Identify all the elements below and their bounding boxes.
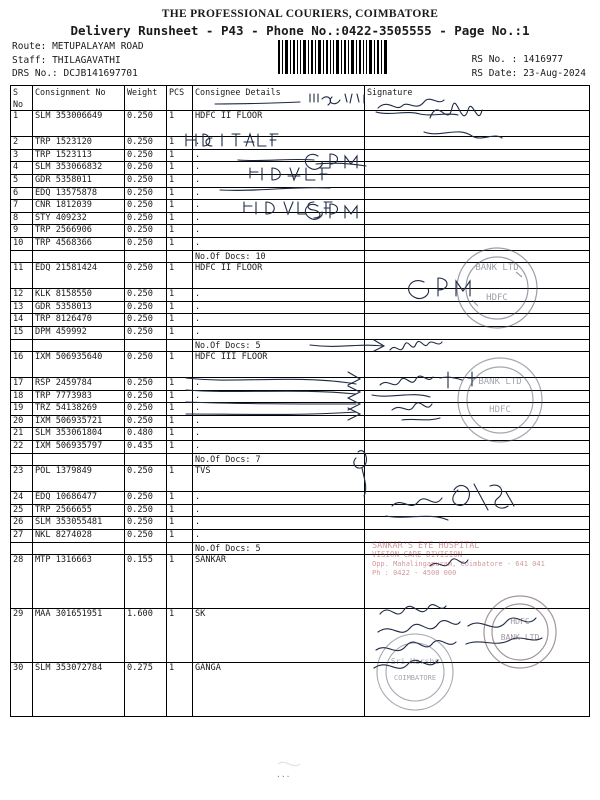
cell-sno: 27 [11, 530, 33, 543]
cell-pcs: 1 [167, 225, 193, 238]
cell-consignee-details: . [193, 378, 365, 391]
docs-spacer-con [33, 542, 125, 555]
cell-consignment-no: TRP 8126470 [33, 314, 125, 327]
cell-consignee-details: . [193, 441, 365, 454]
cell-weight: 0.250 [125, 137, 167, 150]
table-row [11, 609, 590, 663]
staff-label: Staff: [12, 54, 47, 66]
cell-sno: 10 [11, 237, 33, 250]
cell-sno: 23 [11, 466, 33, 492]
cell-consignee-details: . [193, 301, 365, 314]
docs-spacer-wt [125, 453, 167, 466]
table-row [11, 517, 590, 530]
cell-sno: 2 [11, 137, 33, 150]
cell-weight: 0.250 [125, 390, 167, 403]
signature-cell[interactable] [365, 263, 590, 289]
signature-cell[interactable] [365, 352, 590, 378]
cell-weight: 0.250 [125, 492, 167, 505]
cell-consignment-no: GDR 5358013 [33, 301, 125, 314]
cell-weight: 0.275 [125, 663, 167, 717]
cell-consignment-no: SLM 353066832 [33, 162, 125, 175]
cell-pcs: 1 [167, 200, 193, 213]
cell-sno: 19 [11, 403, 33, 416]
docs-spacer-pcs [167, 250, 193, 263]
cell-sno: 1 [11, 111, 33, 137]
cell-consignee-details: HDFC III FLOOR [193, 352, 365, 378]
cell-consignment-no: CNR 1812039 [33, 200, 125, 213]
cell-sno: 15 [11, 326, 33, 339]
cell-weight: 0.250 [125, 352, 167, 378]
rs-date-label: RS Date: [471, 67, 518, 79]
route-value: METUPALAYAM ROAD [52, 41, 144, 52]
cell-sno: 21 [11, 428, 33, 441]
cell-pcs: 1 [167, 263, 193, 289]
cell-consignee-details: SK [193, 609, 365, 663]
signature-cell[interactable] [365, 390, 590, 403]
cell-sno: 13 [11, 301, 33, 314]
barcode [278, 40, 388, 74]
cell-pcs: 1 [167, 137, 193, 150]
cell-weight: 0.250 [125, 212, 167, 225]
docs-count-row [11, 339, 590, 352]
signature-cell[interactable] [365, 403, 590, 416]
cell-consignee-details: SANKAR [193, 555, 365, 609]
cell-pcs: 1 [167, 326, 193, 339]
rs-date-value: 23-Aug-2024 [523, 67, 586, 79]
cell-consignment-no: SLM 353061804 [33, 428, 125, 441]
cell-consignment-no: TRP 7773983 [33, 390, 125, 403]
cell-consignee-details: . [193, 162, 365, 175]
cell-sno: 20 [11, 415, 33, 428]
table-row [11, 111, 590, 137]
cell-weight: 0.250 [125, 378, 167, 391]
table-row [11, 225, 590, 238]
svg-text:HDFC: HDFC [486, 293, 508, 303]
cell-consignee-details: . [193, 326, 365, 339]
table-row [11, 263, 590, 289]
table-row [11, 466, 590, 492]
signature-cell[interactable] [365, 111, 590, 137]
svg-text:BANK LTD: BANK LTD [478, 377, 522, 387]
cell-pcs: 1 [167, 149, 193, 162]
svg-text:SANKAR'S EYE HOSPITAL: SANKAR'S EYE HOSPITAL [372, 541, 480, 551]
cell-consignee-details: . [193, 504, 365, 517]
cell-pcs: 1 [167, 162, 193, 175]
docs-count-label: No.Of Docs: 5 [193, 542, 365, 555]
cell-consignment-no: TRP 2566655 [33, 504, 125, 517]
table-row [11, 415, 590, 428]
cell-consignment-no: IXM 506935797 [33, 441, 125, 454]
cell-consignment-no: POL 1379849 [33, 466, 125, 492]
cell-consignment-no: STY 409232 [33, 212, 125, 225]
signature-cell[interactable] [365, 250, 590, 263]
cell-sno: 24 [11, 492, 33, 505]
table-row [11, 555, 590, 609]
cell-consignee-details: . [193, 174, 365, 187]
cell-consignee-details: . [193, 415, 365, 428]
signature-cell[interactable] [365, 492, 590, 505]
cell-pcs: 1 [167, 517, 193, 530]
cell-weight: 0.250 [125, 326, 167, 339]
signature-cell[interactable] [365, 415, 590, 428]
table-row [11, 149, 590, 162]
rs-no-label: RS No. : [471, 54, 518, 65]
cell-consignment-no: MTP 1316663 [33, 555, 125, 609]
docs-spacer-pcs [167, 453, 193, 466]
cell-weight: 0.250 [125, 149, 167, 162]
cell-pcs: 1 [167, 187, 193, 200]
table-row [11, 492, 590, 505]
cell-consignee-details: . [193, 403, 365, 416]
signature-cell[interactable] [365, 504, 590, 517]
cell-consignee-details: . [193, 314, 365, 327]
cell-consignee-details: . [193, 428, 365, 441]
signature-cell[interactable] [365, 162, 590, 175]
cell-weight: 0.250 [125, 504, 167, 517]
table-row [11, 428, 590, 441]
svg-text:HDFC: HDFC [510, 617, 530, 626]
docs-spacer-pcs [167, 542, 193, 555]
docs-count-label: No.Of Docs: 7 [193, 453, 365, 466]
signature-cell[interactable] [365, 339, 590, 352]
table-row [11, 441, 590, 454]
docs-spacer-con [33, 250, 125, 263]
footer-marks: ... [276, 770, 291, 779]
cell-sno: 25 [11, 504, 33, 517]
docs-spacer-wt [125, 542, 167, 555]
table-row [11, 187, 590, 200]
signature-cell[interactable] [365, 663, 590, 717]
signature-cell[interactable] [365, 212, 590, 225]
cell-consignment-no: EDQ 21581424 [33, 263, 125, 289]
svg-text:BANK LTD: BANK LTD [475, 263, 519, 273]
cell-pcs: 1 [167, 609, 193, 663]
cell-sno: 11 [11, 263, 33, 289]
signature-cell[interactable] [365, 137, 590, 150]
cell-sno: 3 [11, 149, 33, 162]
docs-spacer-wt [125, 250, 167, 263]
cell-sno: 6 [11, 187, 33, 200]
drs-label: DRS No.: [12, 68, 58, 79]
cell-consignment-no: DPM 459992 [33, 326, 125, 339]
cell-consignee-details: . [193, 200, 365, 213]
cell-weight: 0.250 [125, 301, 167, 314]
cell-sno: 14 [11, 314, 33, 327]
cell-sno: 22 [11, 441, 33, 454]
staff-value: THILAGAVATHI [52, 54, 121, 66]
cell-pcs: 1 [167, 466, 193, 492]
cell-pcs: 1 [167, 301, 193, 314]
cell-consignment-no: TRP 1523120 [33, 137, 125, 150]
cell-consignment-no: EDQ 13575878 [33, 187, 125, 200]
cell-consignee-details: . [193, 289, 365, 302]
cell-weight: 0.250 [125, 289, 167, 302]
cell-weight: 0.250 [125, 187, 167, 200]
table-row [11, 200, 590, 213]
cell-consignment-no: TRP 1523113 [33, 149, 125, 162]
cell-weight: 0.250 [125, 237, 167, 250]
svg-text:Opp. Mahalingapuram, Coimbator: Opp. Mahalingapuram, Coimbatore - 641 041 [372, 560, 545, 568]
cell-consignee-details: HDFC II FLOOR [193, 263, 365, 289]
svg-text:HDFC: HDFC [489, 405, 511, 415]
cell-consignee-details: . [193, 149, 365, 162]
cell-weight: 0.250 [125, 466, 167, 492]
table-row [11, 237, 590, 250]
cell-sno: 30 [11, 663, 33, 717]
docs-count-label: No.Of Docs: 10 [193, 250, 365, 263]
cell-pcs: 1 [167, 314, 193, 327]
cell-consignment-no: RSP 2459784 [33, 378, 125, 391]
table-header-row [11, 86, 590, 111]
cell-consignee-details: . [193, 390, 365, 403]
signature-cell[interactable] [365, 289, 590, 302]
signature-cell[interactable] [365, 225, 590, 238]
svg-text:Sri Harsha: Sri Harsha [390, 657, 440, 666]
docs-spacer-pcs [167, 339, 193, 352]
cell-consignment-no: SLM 353006649 [33, 111, 125, 137]
signature-cell[interactable] [365, 237, 590, 250]
cell-weight: 1.600 [125, 609, 167, 663]
cell-pcs: 1 [167, 390, 193, 403]
signature-cell[interactable] [365, 453, 590, 466]
cell-pcs: 1 [167, 403, 193, 416]
docs-count-label: No.Of Docs: 5 [193, 339, 365, 352]
cell-sno: 29 [11, 609, 33, 663]
cell-consignment-no: SLM 353072784 [33, 663, 125, 717]
cell-consignment-no: TRP 2566906 [33, 225, 125, 238]
signature-cell[interactable] [365, 609, 590, 663]
cell-consignment-no: MAA 301651951 [33, 609, 125, 663]
signature-cell[interactable] [365, 428, 590, 441]
signature-cell[interactable] [365, 542, 590, 555]
document-title: Delivery Runsheet - P43 - Phone No.:0422-3505555 - Page No.:1 [70, 23, 530, 38]
signature-cell[interactable] [365, 314, 590, 327]
docs-spacer-wt [125, 339, 167, 352]
cell-sno: 8 [11, 212, 33, 225]
table-row [11, 390, 590, 403]
cell-weight: 0.250 [125, 314, 167, 327]
signature-cell[interactable] [365, 378, 590, 391]
cell-weight: 0.250 [125, 415, 167, 428]
cell-consignment-no: KLK 8158550 [33, 289, 125, 302]
route-label: Route: [12, 41, 47, 52]
cell-pcs: 1 [167, 530, 193, 543]
cell-consignment-no: TRP 4568366 [33, 237, 125, 250]
rs-no-value: 1416977 [523, 54, 564, 65]
cell-consignee-details: . [193, 212, 365, 225]
cell-weight: 0.480 [125, 428, 167, 441]
cell-weight: 0.250 [125, 403, 167, 416]
cell-weight: 0.250 [125, 530, 167, 543]
cell-pcs: 1 [167, 663, 193, 717]
cell-pcs: 1 [167, 555, 193, 609]
cell-consignee-details: . [193, 187, 365, 200]
cell-consignee-details: TVS [193, 466, 365, 492]
table-row [11, 162, 590, 175]
cell-pcs: 1 [167, 111, 193, 137]
cell-consignee-details: . [193, 530, 365, 543]
cell-pcs: 1 [167, 237, 193, 250]
table-row [11, 403, 590, 416]
cell-weight: 0.250 [125, 111, 167, 137]
runsheet-table [10, 85, 590, 717]
table-row [11, 301, 590, 314]
signature-cell[interactable] [365, 187, 590, 200]
table-row [11, 289, 590, 302]
docs-spacer-con [33, 339, 125, 352]
cell-pcs: 1 [167, 174, 193, 187]
cell-weight: 0.250 [125, 517, 167, 530]
signature-cell[interactable] [365, 517, 590, 530]
cell-weight: 0.250 [125, 263, 167, 289]
table-row [11, 352, 590, 378]
cell-weight: 0.250 [125, 162, 167, 175]
svg-text:Ph : 0422 - 4500 000: Ph : 0422 - 4500 000 [372, 569, 457, 577]
svg-text:VISION CARE DIVISION: VISION CARE DIVISION [372, 550, 463, 559]
table-row [11, 326, 590, 339]
cell-pcs: 1 [167, 415, 193, 428]
signature-cell[interactable] [365, 326, 590, 339]
docs-count-row [11, 453, 590, 466]
signature-cell[interactable] [365, 441, 590, 454]
cell-sno: 12 [11, 289, 33, 302]
cell-consignee-details: . [193, 137, 365, 150]
cell-consignee-details: GANGA [193, 663, 365, 717]
cell-consignee-details: . [193, 492, 365, 505]
cell-pcs: 1 [167, 352, 193, 378]
cell-pcs: 1 [167, 212, 193, 225]
cell-sno: 18 [11, 390, 33, 403]
cell-sno: 5 [11, 174, 33, 187]
cell-weight: 0.435 [125, 441, 167, 454]
cell-consignment-no: IXM 506935640 [33, 352, 125, 378]
cell-consignment-no: SLM 353055481 [33, 517, 125, 530]
table-row [11, 174, 590, 187]
col-sno: S No [11, 86, 33, 111]
docs-spacer-sno [11, 339, 33, 352]
svg-text:COIMBATORE: COIMBATORE [393, 674, 437, 682]
drs-value: DCJB141697701 [63, 68, 138, 79]
signature-cell[interactable] [365, 301, 590, 314]
docs-count-row [11, 542, 590, 555]
signature-cell[interactable] [365, 200, 590, 213]
cell-consignment-no: EDQ 10686477 [33, 492, 125, 505]
cell-pcs: 1 [167, 378, 193, 391]
cell-pcs: 1 [167, 441, 193, 454]
cell-pcs: 1 [167, 492, 193, 505]
table-row [11, 530, 590, 543]
col-consignment-no: Consignment No [33, 86, 125, 111]
cell-consignment-no: IXM 506935721 [33, 415, 125, 428]
svg-text:BANK LTD: BANK LTD [500, 633, 540, 642]
docs-spacer-sno [11, 250, 33, 263]
docs-spacer-sno [11, 453, 33, 466]
col-pcs: PCS [167, 86, 193, 111]
cell-sno: 26 [11, 517, 33, 530]
cell-consignee-details: . [193, 237, 365, 250]
footer-smudge [278, 762, 300, 765]
col-signature: Signature [365, 86, 590, 111]
table-body [11, 111, 590, 717]
cell-consignee-details: HDFC II FLOOR [193, 111, 365, 137]
cell-sno: 7 [11, 200, 33, 213]
signature-cell[interactable] [365, 466, 590, 492]
cell-sno: 17 [11, 378, 33, 391]
header-meta [10, 40, 590, 84]
col-weight: Weight [125, 86, 167, 111]
table-row [11, 378, 590, 391]
cell-consignee-details: . [193, 517, 365, 530]
signature-cell[interactable] [365, 174, 590, 187]
table-row [11, 314, 590, 327]
cell-consignment-no: GDR 5358011 [33, 174, 125, 187]
cell-pcs: 1 [167, 428, 193, 441]
company-title: THE PROFESSIONAL COURIERS, COIMBATORE [161, 8, 439, 20]
table-row [11, 504, 590, 517]
cell-weight: 0.250 [125, 200, 167, 213]
cell-sno: 28 [11, 555, 33, 609]
signature-cell[interactable] [365, 149, 590, 162]
table-row [11, 137, 590, 150]
cell-sno: 9 [11, 225, 33, 238]
docs-spacer-con [33, 453, 125, 466]
cell-pcs: 1 [167, 504, 193, 517]
table-row [11, 212, 590, 225]
docs-count-row [11, 250, 590, 263]
cell-weight: 0.250 [125, 174, 167, 187]
cell-weight: 0.250 [125, 225, 167, 238]
signature-cell[interactable] [365, 555, 590, 609]
cell-sno: 16 [11, 352, 33, 378]
cell-consignment-no: NKL 8274028 [33, 530, 125, 543]
cell-pcs: 1 [167, 289, 193, 302]
docs-spacer-sno [11, 542, 33, 555]
cell-sno: 4 [11, 162, 33, 175]
cell-consignment-no: TRZ 54138269 [33, 403, 125, 416]
cell-weight: 0.155 [125, 555, 167, 609]
signature-cell[interactable] [365, 530, 590, 543]
table-row [11, 663, 590, 717]
col-consignee-details: Consignee Details [193, 86, 365, 111]
cell-consignee-details: . [193, 225, 365, 238]
